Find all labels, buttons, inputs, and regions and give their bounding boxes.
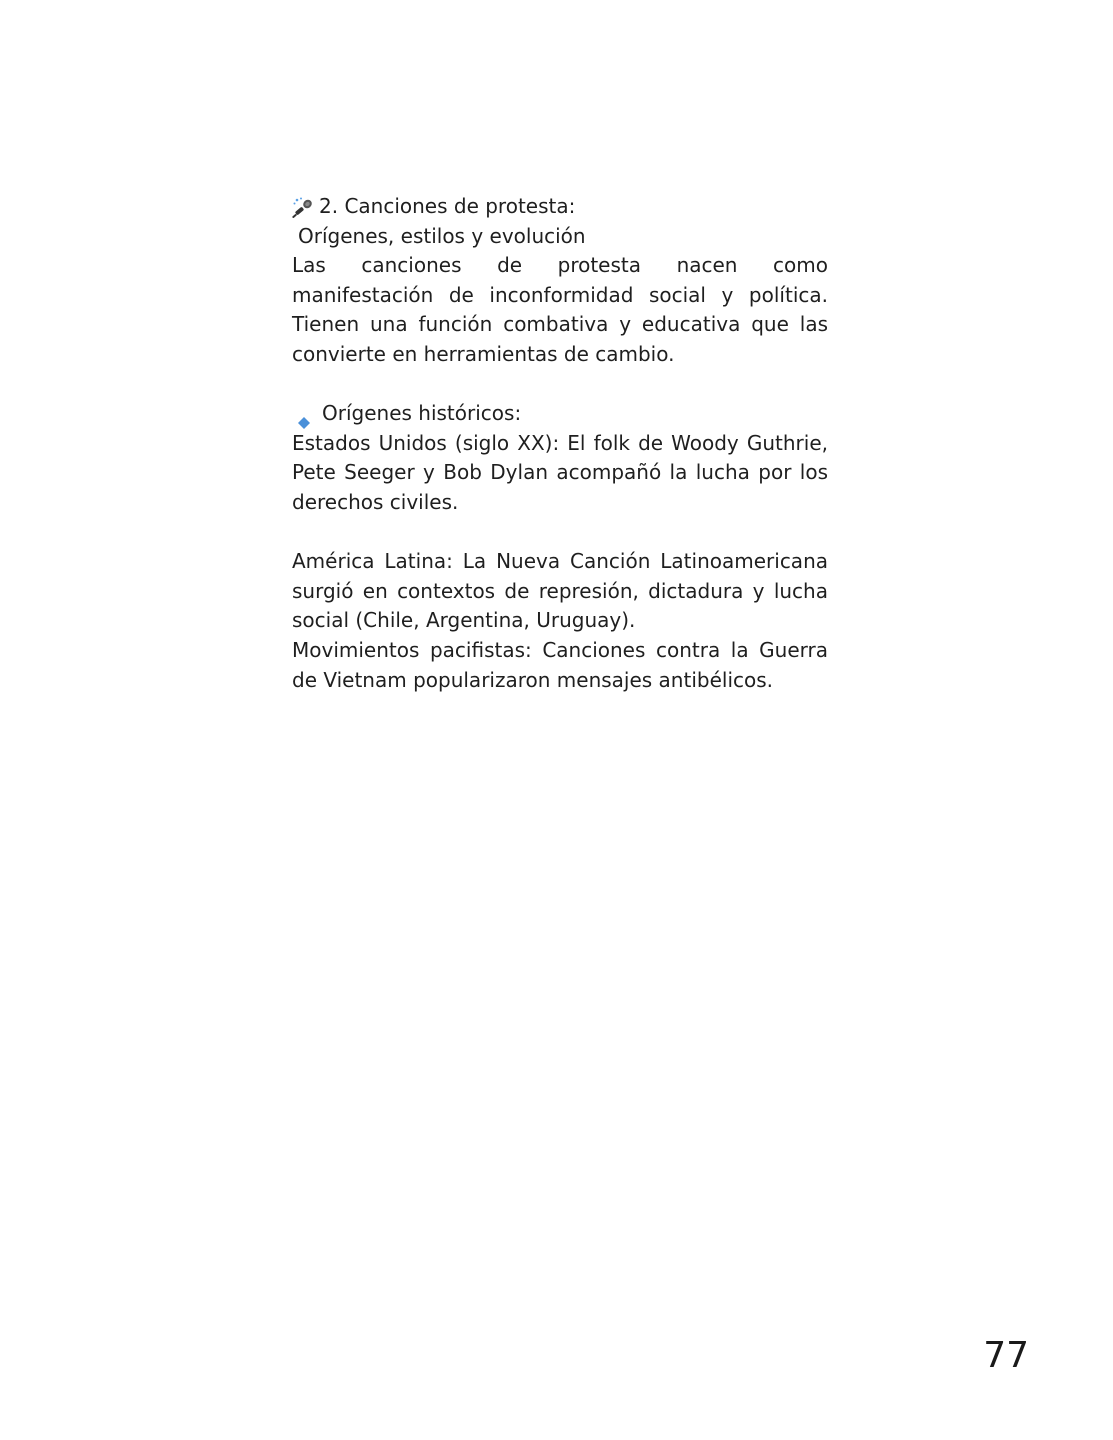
usa-paragraph: Estados Unidos (siglo XX): El folk de Woody Guthrie, Pete Seeger y Bob Dylan acompañó la lucha por los derechos civiles. [292, 430, 828, 514]
microphone-icon [292, 196, 316, 218]
section-subtitle: Orígenes, estilos y evolución [298, 223, 586, 248]
page-number: 77 [983, 1335, 1029, 1376]
section-heading-text: 2. Canciones de protesta: [319, 194, 576, 218]
spacer [292, 370, 828, 400]
origins-heading-text: Orígenes históricos: [322, 401, 522, 426]
blue-diamond-icon [298, 408, 310, 420]
pacifist-paragraph: Movimientos pacifistas: Canciones contra la Guerra de Vietnam popularizaron mensajes antibélicos. [292, 637, 828, 692]
section-heading [292, 192, 828, 222]
latin-america-paragraph: América Latina: La Nueva Canción Latinoamericana surgió en contextos de represión, dictadura y lucha social (Chile, Argentina, Uruguay). [292, 549, 828, 633]
intro-paragraph: Las canciones de protesta nacen como manifestación de inconformidad social y política. Tienen una función combativa y educativa que las convierte en herramientas de cambio. [292, 253, 828, 366]
document-body [292, 192, 828, 695]
origins-heading [292, 399, 828, 429]
spacer [292, 518, 828, 548]
